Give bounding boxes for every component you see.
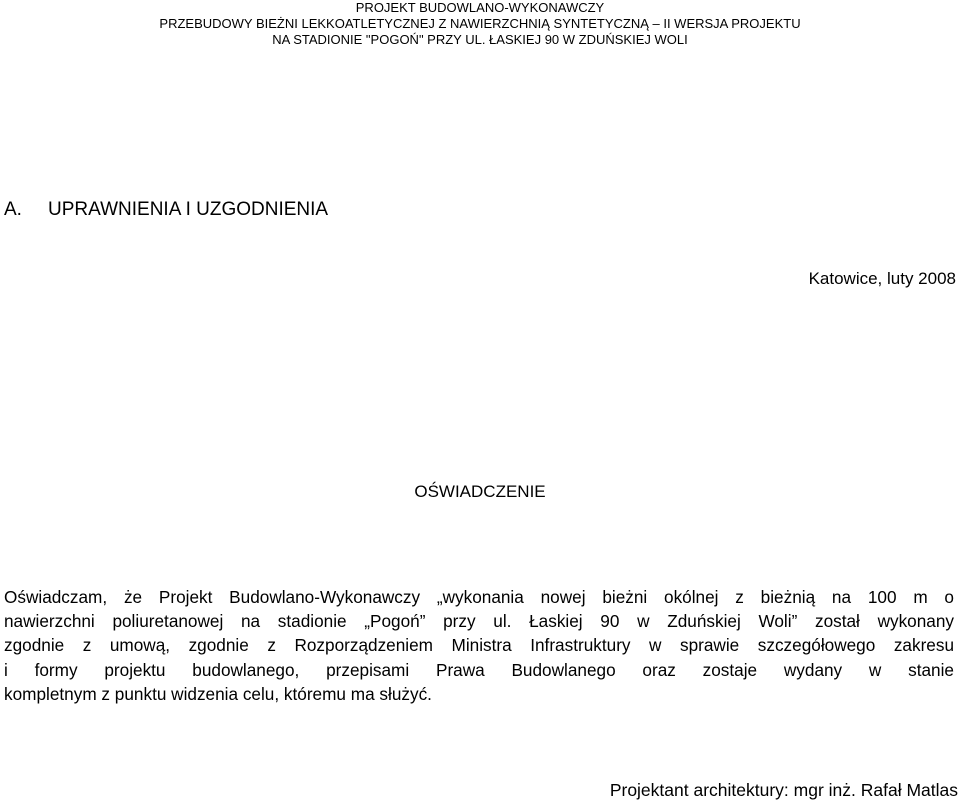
header-project-subject: PRZEBUDOWY BIEŻNI LEKKOATLETYCZNEJ Z NAWIERZCHNIĄ SYNTETYCZNĄ – II WERSJA PROJEKTU bbox=[159, 16, 801, 31]
statement-line: Oświadczam, że Projekt Budowlano-Wykonawczy „wykonania nowej bieżni okólnej z bieżnią na 100 m o bbox=[4, 587, 954, 607]
section-number: A. bbox=[4, 199, 22, 220]
header-project-type: PROJEKT BUDOWLANO-WYKONAWCZY bbox=[355, 0, 605, 15]
statement-line: nawierzchni poliuretanowej na stadionie „Pogoń” przy ul. Łaskiej 90 w Zduńskiej Woli” został wykonany bbox=[4, 611, 954, 632]
statement-line: zgodnie z umową, zgodnie z Rozporządzeniem Ministra Infrastruktury w sprawie szczegółowego zakresu bbox=[4, 635, 954, 656]
statement-line: i formy projektu budowlanego, przepisami Prawa Budowlanego oraz zostaje wydany w stanie bbox=[4, 659, 954, 680]
statement-paragraph bbox=[4, 585, 954, 706]
document-title: OŚWIADCZENIE bbox=[414, 482, 546, 501]
signature-line: Projektant architektury: mgr inż. Rafał Matlas bbox=[609, 780, 958, 800]
section-heading bbox=[4, 199, 328, 221]
section-title-text: UPRAWNIENIA I UZGODNIENIA bbox=[48, 199, 329, 220]
header-project-location: NA STADIONIE "POGOŃ" PRZY UL. ŁASKIEJ 90 W ZDUŃSKIEJ WOLI bbox=[272, 32, 688, 47]
statement-line: kompletnym z punktu widzenia celu, któremu ma służyć. bbox=[4, 683, 432, 704]
document-header bbox=[0, 0, 960, 48]
place-and-date: Katowice, luty 2008 bbox=[808, 269, 956, 288]
